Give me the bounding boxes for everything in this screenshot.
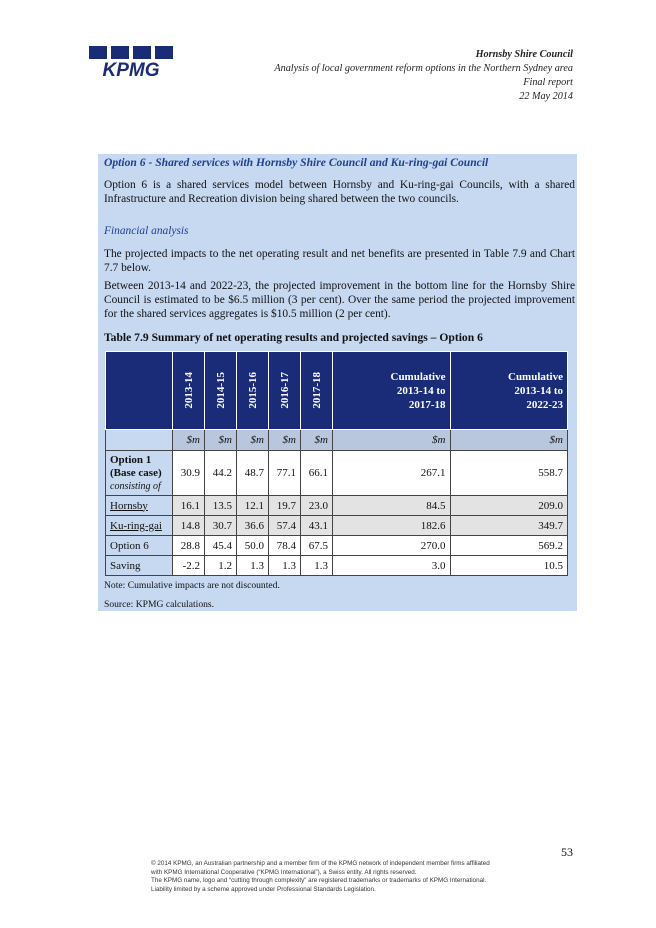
table-caption: Table 7.9 Summary of net operating results and projected savings – Option 6 [104,331,483,344]
table-row: Saving -2.2 1.2 1.3 1.3 1.3 3.0 10.5 [106,556,568,576]
col-header-year: 2016-17 [269,352,301,430]
header-org: Hornsby Shire Council [475,49,573,60]
table-note: Note: Cumulative impacts are not discounted. [104,580,280,591]
table-source: Source: KPMG calculations. [104,599,215,610]
intro-paragraph: Option 6 is a shared services model between Hornsby and Ku-ring-gai Councils, with a shared Infrastructure and Recreation division being shared between the two councils. [104,179,575,206]
table-row: Ku-ring-gai 14.8 30.7 36.6 57.4 43.1 182.6 349.7 [106,516,568,536]
page-header [274,48,573,104]
page-number: 53 [561,845,573,859]
summary-table [105,351,568,576]
table-row-base-case: Option 1 (Base case) consisting of 30.9 44.2 48.7 77.1 66.1 267.1 558.7 [106,451,568,496]
col-header-cumulative-2017-18: Cumulative 2013-14 to 2017-18 [333,352,451,430]
header-subtitle: Analysis of local government reform options in the Northern Sydney area [274,63,573,74]
logo-text: KPMG [102,60,160,78]
header-date: 22 May 2014 [519,91,573,102]
footer-legal: © 2014 KPMG, an Australian partnership and a member firm of the KPMG network of independent member firms affiliated with KPMG International Cooperative (“KPMG International”), a Swiss entity. All rights reserved. The KPMG name, logo and “cutting through complexity” are registered trademarks or trademarks of KPMG International. Liability limited by a scheme approved under Professional Standards Legislation. [151,860,490,893]
financial-analysis-heading: Financial analysis [104,225,189,237]
col-header-year: 2014-15 [205,352,237,430]
header-doc: Final report [523,77,573,88]
col-header-year: 2017-18 [301,352,333,430]
table-row: Option 6 28.8 45.4 50.0 78.4 67.5 270.0 569.2 [106,536,568,556]
header-blank [106,352,173,430]
col-header-year: 2015-16 [237,352,269,430]
section-title: Option 6 - Shared services with Hornsby Shire Council and Ku-ring-gai Council [104,156,489,169]
paragraph-2: Between 2013-14 and 2022-23, the projected improvement in the bottom line for the Hornsby Shire Council is estimated to be $6.5 million (3 per cent). Over the same period the projected improvement for the shared services aggregates is $10.5 million (2 per cent). [104,280,575,321]
col-header-year: 2013-14 [173,352,205,430]
paragraph-1: The projected impacts to the net operating result and net benefits are presented in Table 7.9 and Chart 7.7 below. [104,248,575,275]
units-row: $m $m $m $m $m $m $m [106,430,568,451]
col-header-cumulative-2022-23: Cumulative 2013-14 to 2022-23 [450,352,568,430]
table-header-row [106,352,568,430]
table-row: Hornsby 16.1 13.5 12.1 19.7 23.0 84.5 209.0 [106,496,568,516]
kpmg-logo [89,46,173,78]
